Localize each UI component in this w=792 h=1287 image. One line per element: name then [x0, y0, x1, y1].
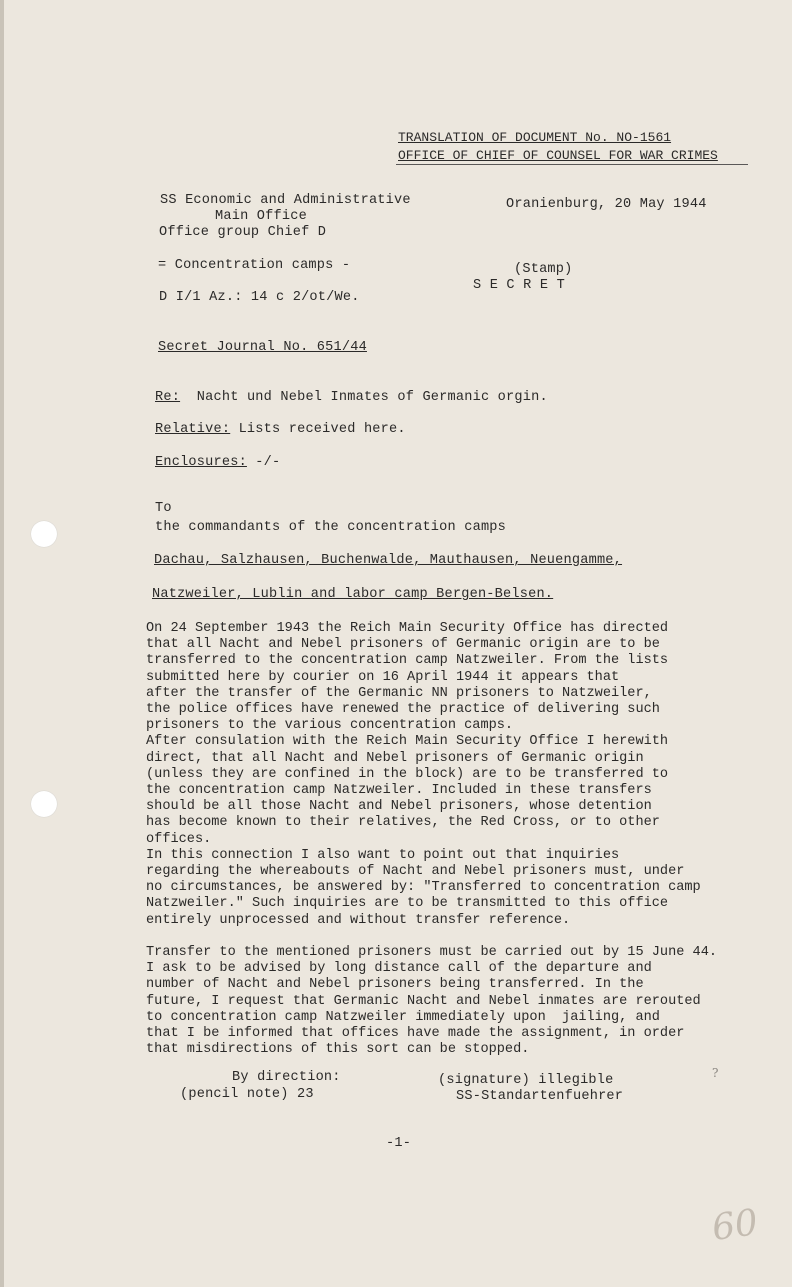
addressee-to: To — [155, 501, 172, 516]
sender-line-2: Main Office — [215, 209, 307, 224]
header-rule — [396, 164, 748, 165]
enclosures-text: -/- — [255, 455, 281, 470]
sender-line-4: = Concentration camps - — [158, 258, 351, 273]
sender-line-1: SS Economic and Administrative — [160, 193, 411, 208]
body-paragraph-2: Transfer to the mentioned prisoners must be carried out by 15 June 44. I ask to be advised by long distance call of the departure and number of Nacht and Nebel prisoners being transferred. In the future, I request that Germanic Nacht and Nebel inmates are rerouted to concentration camp Natzweiler immediately upon jailing, and that I be informed that offices have made the assignment, in order that misdirections of this sort can be stopped. — [146, 945, 718, 1058]
header-office: OFFICE OF CHIEF OF COUNSEL FOR WAR CRIMES — [398, 148, 718, 163]
header-document-number: TRANSLATION OF DOCUMENT No. NO-1561 — [398, 130, 672, 145]
re-line — [155, 390, 548, 406]
stamp-secret: S E C R E T — [473, 278, 565, 293]
signature-illegible: (signature) illegible — [438, 1073, 614, 1088]
page-edge — [0, 0, 4, 1287]
margin-pencil-mark: ? — [712, 1066, 719, 1080]
punch-hole-top — [31, 521, 57, 547]
camps-list-1: Dachau, Salzhausen, Buchenwalde, Mauthausen, Neuengamme, — [154, 553, 623, 568]
translation-header — [398, 129, 718, 165]
pencil-note: (pencil note) 23 — [180, 1087, 314, 1102]
re-text: Nacht und Nebel Inmates of Germanic orgin. — [196, 390, 548, 405]
file-reference: D I/1 Az.: 14 c 2/ot/We. — [159, 290, 360, 305]
enclosures-label: Enclosures: — [155, 455, 247, 470]
relative-label: Relative: — [155, 422, 231, 437]
handwritten-page-number: 60 — [709, 1202, 761, 1249]
re-label: Re: — [155, 390, 181, 405]
camps-list-2: Natzweiler, Lublin and labor camp Bergen-Belsen. — [152, 587, 554, 602]
by-direction: By direction: — [232, 1070, 341, 1085]
addressee-line: the commandants of the concentration camps — [155, 520, 507, 535]
page-number: -1- — [386, 1136, 412, 1151]
signature-rank: SS-Standartenfuehrer — [456, 1089, 624, 1104]
enclosures-line — [155, 455, 280, 471]
place-date: Oranienburg, 20 May 1944 — [506, 197, 707, 212]
relative-line — [155, 422, 406, 438]
body-paragraph-1: On 24 September 1943 the Reich Main Security Office has directed that all Nacht and Nebel prisoners of Germanic origin are to be transferred to the concentration camp Natzweiler. From the lists submitted here by courier on 16 April 1944 it appears that after the transfer of the Germanic NN prisoners to Natzweiler, the police offices have renewed the practice of delivering such prisoners to the various concentration camps. After consulation with the Reich Main Security Office I herewith direct, that all Nacht and Nebel prisoners of Germanic origin (unless they are confined in the block) are to be transferred to the concentration camp Natzweiler. Included in these transfers should be all those Nacht and Nebel prisoners, whose detention has become known to their relatives, the Red Cross, or to other offices. In this connection I also want to point out that inquiries regarding the whereabouts of Nacht and Nebel prisoners must, under no circumstances, be answered by: "Transferred to concentration camp Natzweiler." Such inquiries are to be transmitted to this office entirely unprocessed and without transfer reference. — [146, 621, 701, 928]
relative-text: Lists received here. — [238, 422, 406, 437]
sender-line-3: Office group Chief D — [159, 225, 327, 240]
punch-hole-bottom — [31, 791, 57, 817]
stamp-label: (Stamp) — [514, 262, 573, 277]
secret-journal-number: Secret Journal No. 651/44 — [158, 340, 367, 355]
